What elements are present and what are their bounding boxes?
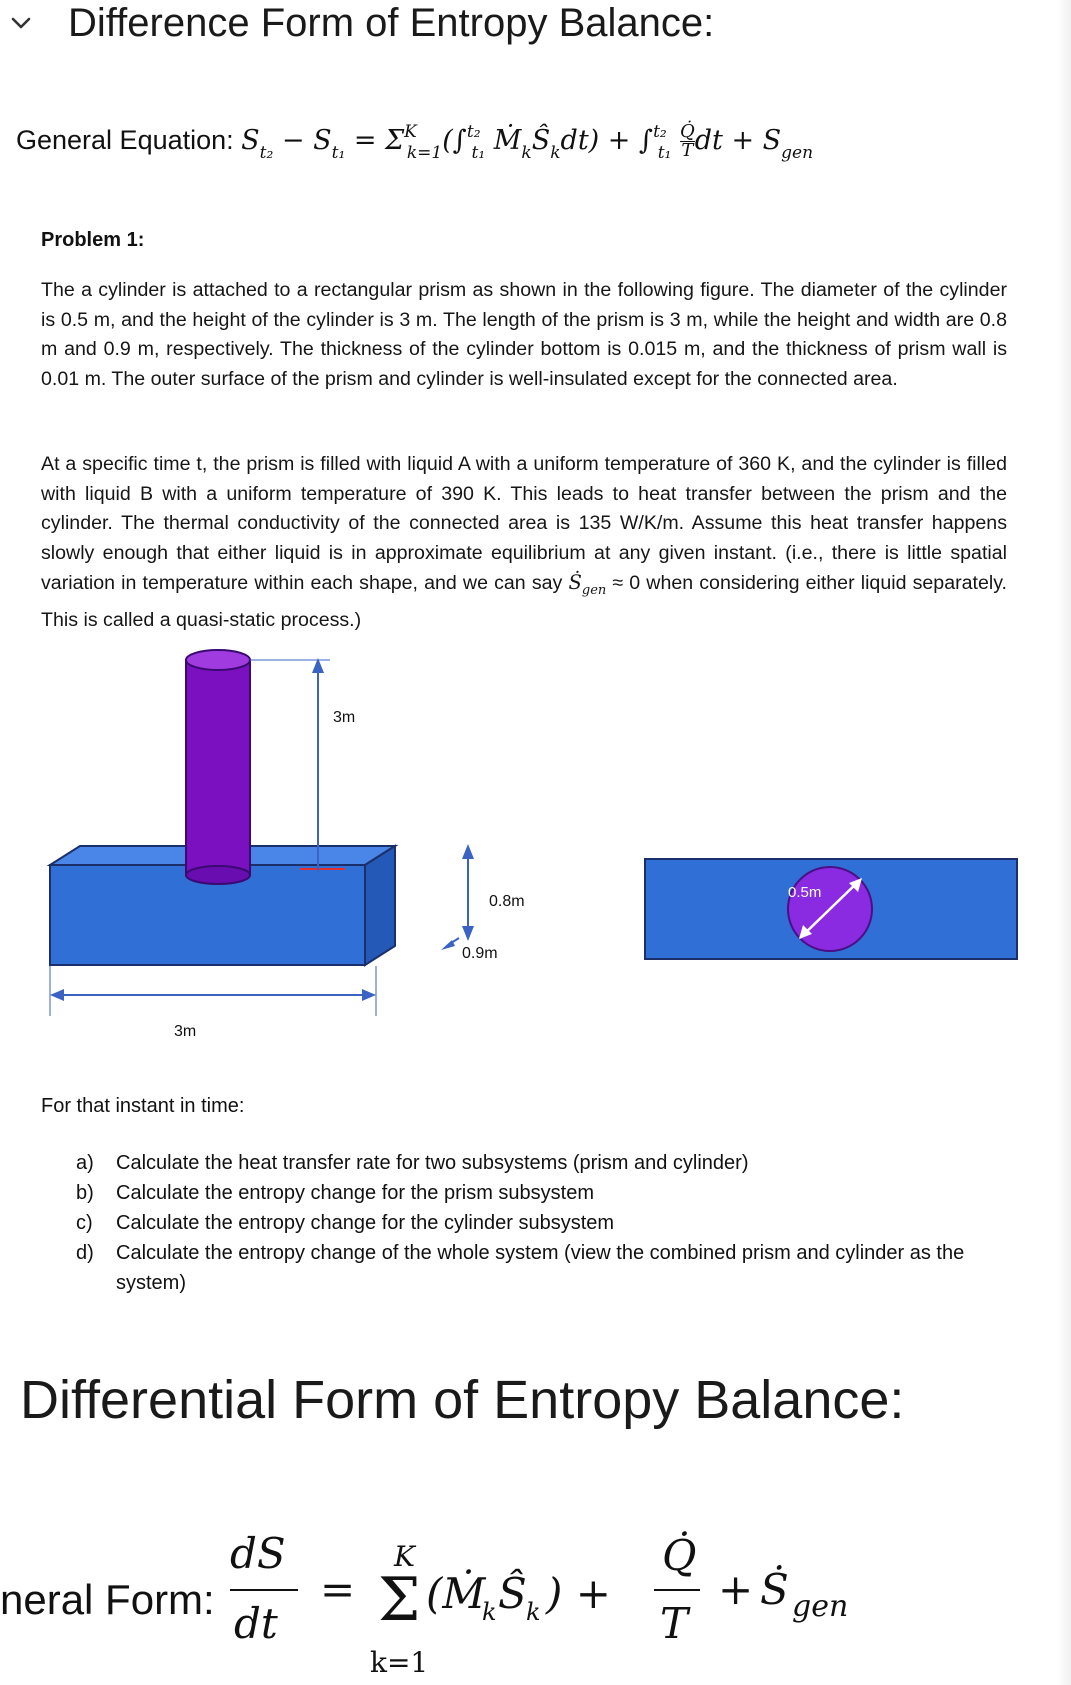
prism-height-arrow-bottom <box>462 926 474 941</box>
problem-paragraph-1: The a cylinder is attached to a rectangular prism as shown in the following figure. The diameter of the cylinder is 0.5 m, and the height of the cylinder is 3 m. The length of the prism is 3 m, while the height and width are 0.8 m and 0.9 m, respectively. The thickness of the cylinder bottom is 0.015 m, and the thickness of prism wall is 0.01 m. The outer surface of the prism and cylinder is well-insulated except for the connected area. <box>41 279 1007 390</box>
prism-side-face <box>365 846 395 965</box>
svg-text:k: k <box>526 1598 541 1626</box>
cylinder-top <box>186 650 250 670</box>
cylinder-base <box>186 866 250 884</box>
prism-length-arrow-right <box>362 989 376 1001</box>
question-letter: b) <box>76 1182 94 1204</box>
question-c <box>76 1208 976 1238</box>
question-letter: d) <box>76 1242 94 1264</box>
svg-text:Ŝ: Ŝ <box>498 1569 527 1618</box>
problem-paragraph-2-part-a: At a specific time t, the prism is filled with liquid A with a uniform temperature of 360 K, and the cylinder is filled with liquid B with a uniform temperature of 390 K. This leads to heat transfer between the prism and the cylinder. The thermal conductivity of the connected area is 135 W/K/m. Assume this heat transfer happens slowly enough that either liquid is in approximate equilibrium at any given instant. (i.e., there is little spatial variation in temperature within each shape, and we can say <box>41 453 1007 595</box>
cyl-diameter-label: 0.5m <box>788 884 822 901</box>
svg-text:Σ: Σ <box>378 1565 421 1635</box>
svg-text:+: + <box>718 1565 754 1614</box>
problem-paragraph-2 <box>41 450 1007 635</box>
svg-text:dt: dt <box>234 1599 278 1648</box>
questions-intro: For that instant in time: <box>41 1095 245 1117</box>
question-text: Calculate the entropy change of the whole system (view the combined prism and cylinder as the system) <box>116 1242 965 1294</box>
question-text: Calculate the heat transfer rate for two subsystems (prism and cylinder) <box>116 1152 749 1174</box>
cyl-height-label: 3m <box>333 709 356 726</box>
question-a <box>76 1148 976 1178</box>
section-title-difference-form: Difference Form of Entropy Balance: <box>68 1 715 45</box>
general-equation-formula: $S_{t_2} - S_{t_1} = \Sigma^K_{k=1}(\int^{t_2}_{t_1}$ $Ṁ_kŜ_kdt) + \int^{t_2}_{t_1}$ $\frac{Q̇}{T}$ dt + $S_{gen}$ <box>241 121 814 163</box>
question-text: Calculate the entropy change for the prism subsystem <box>116 1182 595 1204</box>
svg-text:=: = <box>320 1565 356 1614</box>
question-letter: a) <box>76 1152 94 1174</box>
prism-height-arrow-top <box>462 844 474 859</box>
general-equation <box>16 108 813 177</box>
svg-text:dS: dS <box>230 1529 286 1578</box>
svg-text:Q̇: Q̇ <box>662 1531 697 1580</box>
svg-text:k=1: k=1 <box>370 1646 429 1679</box>
prism-width-label: 0.9m <box>462 945 498 962</box>
svg-text:k: k <box>482 1598 497 1626</box>
svg-text:K: K <box>394 1540 415 1573</box>
prism-length-arrow-left <box>50 989 64 1001</box>
svg-text:gen: gen <box>792 1589 849 1624</box>
question-letter: c) <box>76 1212 93 1234</box>
prism-height-label: 0.8m <box>489 893 525 910</box>
svg-text:T: T <box>660 1599 689 1648</box>
question-b <box>76 1178 976 1208</box>
differential-equation-formula <box>230 1520 990 1680</box>
question-text: Calculate the entropy change for the cylinder subsystem <box>116 1212 615 1234</box>
problem-paragraph-2-part-b: ≈ 0 when considering either liquid separately. This is called a quasi-static process.) <box>41 572 1007 631</box>
cylinder-body <box>186 660 250 875</box>
differential-equation-label: neral Form: <box>0 1576 215 1623</box>
svg-text:(Ṁ: (Ṁ <box>426 1569 486 1618</box>
sgen-dot-symbol: Ṡ$_{gen}$ <box>568 571 607 599</box>
problem-title: Problem 1: <box>41 229 145 251</box>
question-list <box>76 1148 976 1298</box>
prism-cylinder-figure <box>0 640 1071 1060</box>
svg-text:) +: ) + <box>546 1569 611 1618</box>
question-d <box>76 1238 976 1298</box>
chevron-down-icon[interactable] <box>8 10 34 36</box>
prism-length-label: 3m <box>174 1023 197 1040</box>
section-title-differential-form: Differential Form of Entropy Balance: <box>20 1370 905 1430</box>
general-equation-label: General Equation: <box>16 125 234 155</box>
svg-text:Ṡ: Ṡ <box>760 1565 789 1614</box>
